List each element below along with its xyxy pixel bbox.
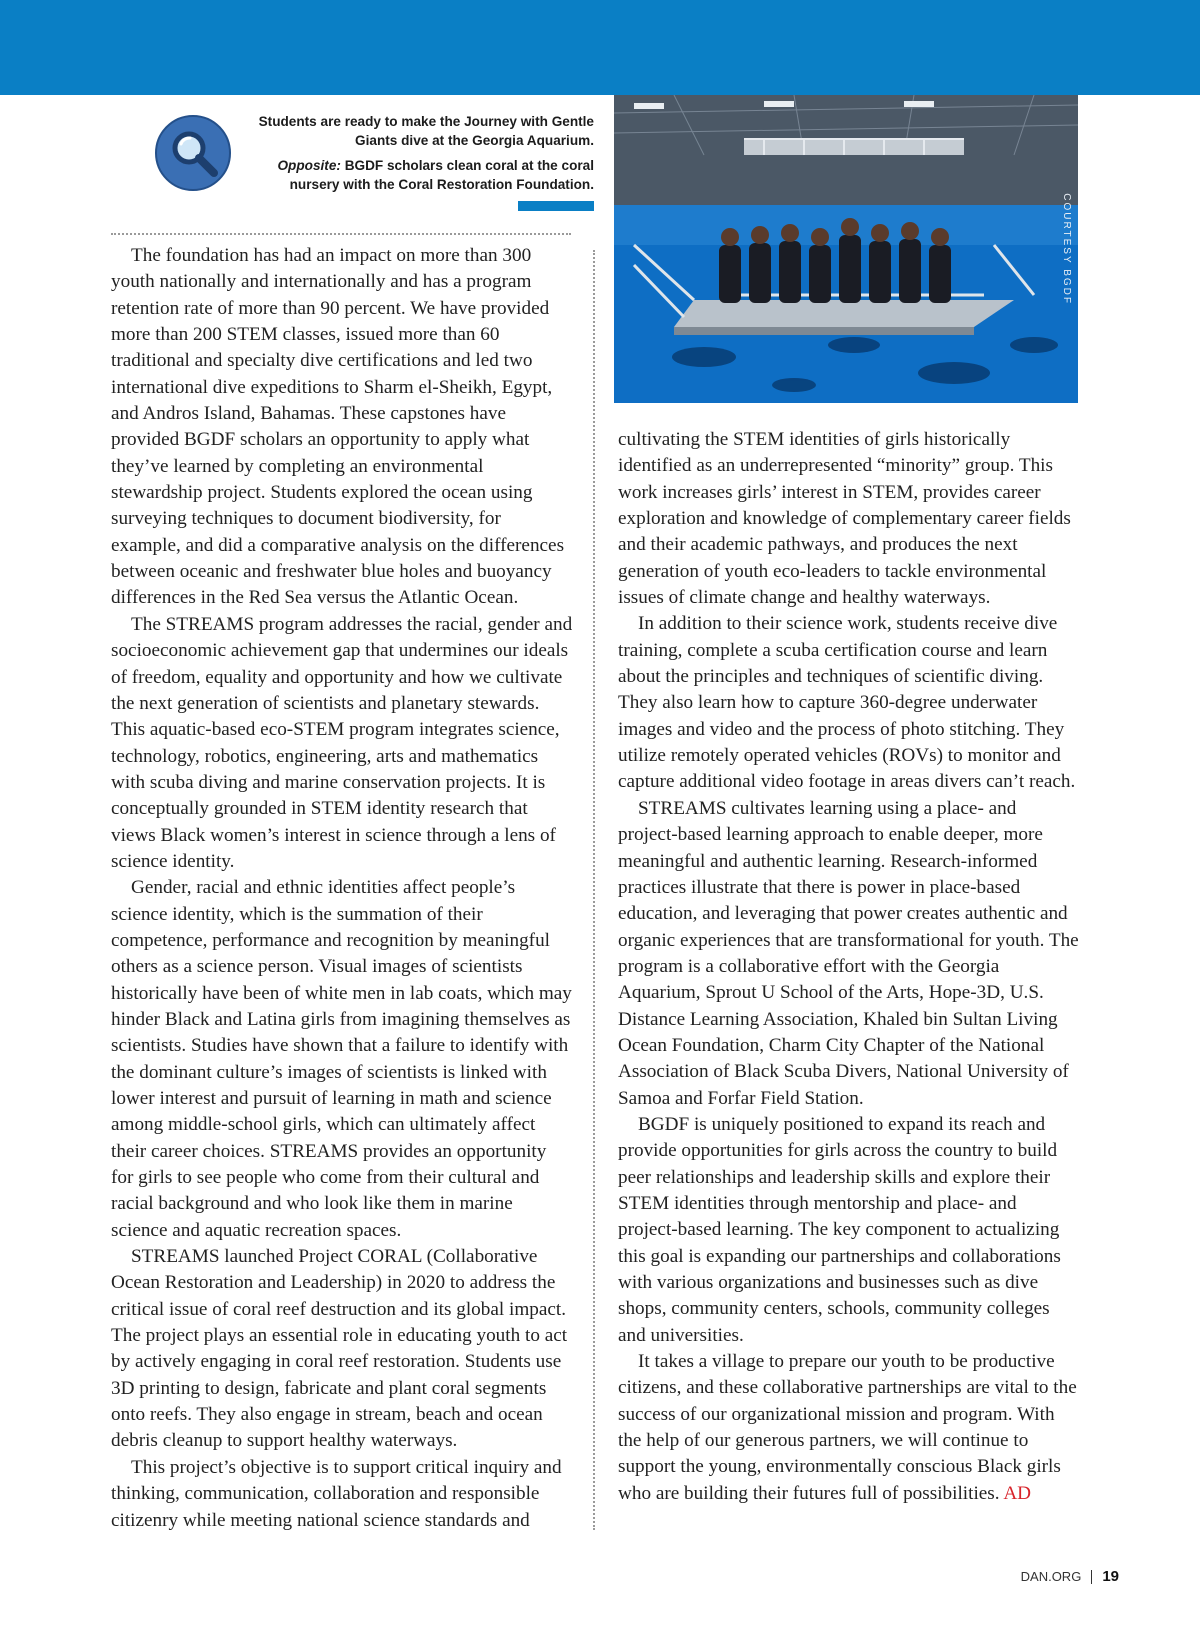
article-left-column	[111, 243, 573, 1534]
right-paragraph-2: In addition to their science work, students receive dive training, complete a scuba certification course and learn about the principles and techniques of scientific diving. They also learn how to capture 360-degree underwater images and video and the process of photo stitching. They utilize remotely operated vehicles (ROVs) to monitor and capture additional video footage in areas divers can’t reach.	[618, 613, 1076, 793]
article-right-column	[618, 427, 1080, 1507]
left-paragraph-2: The STREAMS program addresses the racial, gender and socioeconomic achievement gap that undermines our ideals of freedom, equality and opportunity and how we cultivate the next generation of scientists and planetary stewards. This aquatic-based eco-STEM program integrates science, technology, robotics, engineering, arts and mathematics with scuba diving and marine conservation projects. It is conceptually grounded in STEM identity research that views Black women’s interest in science through a lens of science identity.	[111, 613, 573, 872]
aquarium-group-photo	[614, 95, 1078, 403]
footer-separator	[1091, 1570, 1092, 1584]
page-footer	[1021, 1568, 1119, 1585]
photo-caption	[258, 112, 594, 200]
right-paragraph-1: cultivating the STEM identities of girls historically identified as an underrepresented “minority” group. This work increases girls’ interest in STEM, provides career exploration and knowledge of complementary career fields and their academic pathways, and produces the next generation of youth eco-leaders to tackle environmental issues of climate change and healthy waterways.	[618, 429, 1071, 609]
right-paragraph-5	[618, 1349, 1080, 1507]
left-paragraph-3: Gender, racial and ethnic identities affect people’s science identity, which is the summation of their competence, performance and recognition by meaningful others as a science person. Visual images of scientists historically have been of white men in lab coats, which may hinder Black and Latina girls from imagining themselves as scientists. Studies have shown that a failure to identify with the dominant culture’s images of scientists is linked with lower interest and pursuit of learning in math and science among middle-school girls, which can ultimately affect their career choices. STREAMS provides an opportunity for girls to see people who come from their cultural and racial background and who look like them in marine science and aquatic recreation spaces.	[111, 877, 572, 1241]
left-paragraph-4: STREAMS launched Project CORAL (Collaborative Ocean Restoration and Leadership) in 2020 to address the critical issue of coral reef destruction and its global impact. The project plays an essential role in educating youth to act by actively engaging in coral reef restoration. Students use 3D printing to design, fabricate and plant coral segments onto reefs. They also engage in stream, beach and ocean debris cleanup to support healthy waterways.	[111, 1246, 568, 1452]
caption-accent-bar	[518, 201, 594, 211]
page-number: 19	[1102, 1568, 1119, 1585]
photo-illustration	[614, 95, 1078, 403]
footer-site-link[interactable]: DAN.ORG	[1020, 1569, 1082, 1584]
right-paragraph-4: BGDF is uniquely positioned to expand its reach and provide opportunities for girls across the country to build peer relationships and leadership skills and explore their STEM identities through mentorship and place- and project-based learning. The key component to actualizing this goal is expanding our partnerships and collaborations with various organizations and businesses such as dive shops, community centers, schools, community colleges and universities.	[618, 1113, 1061, 1346]
right-paragraph-5-text: It takes a village to prepare our youth to be productive citizens, and these collaborative partnerships are vital to the success of our organizational mission and program. With the help of our generous partners, we will continue to support the young, environmentally conscious Black girls who are building their futures full of possibilities.	[618, 1351, 1077, 1504]
left-paragraph-5: This project’s objective is to support critical inquiry and thinking, communication, collaboration and responsible citizenry while meeting national science standards and	[111, 1456, 562, 1531]
right-paragraph-3: STREAMS cultivates learning using a place- and project-based learning approach to enable deeper, more meaningful and authentic learning. Research-informed practices illustrate that there is power in place-based education, and leveraging that power creates authentic and organic experiences that are transformational for youth. The program is a collaborative effort with the Georgia Aquarium, Sprout U School of the Arts, Hope-3D, U.S. Distance Learning Association, Khaled bin Sultan Living Ocean Foundation, Charm City Chapter of the National Association of Black Scuba Divers, National University of Samoa and Forfar Field Station.	[618, 797, 1079, 1109]
caption-line-2	[258, 156, 594, 194]
caption-line-1: Students are ready to make the Journey with Gentle Giants dive at the Georgia Aquarium.	[258, 114, 594, 148]
left-paragraph-1: The foundation has had an impact on more than 300 youth nationally and internationally and has a program retention rate of more than 90 percent. We have provided more than 200 STEM classes, issued more than 60 traditional and specialty dive certifications and led two international dive expeditions to Sharm el-Sheikh, Egypt, and Andros Island, Bahamas. These capstones have provided BGDF scholars an opportunity to apply what they’ve learned by completing an environmental stewardship project. Students explored the ocean using surveying techniques to document biodiversity, for example, and did a comparative analysis on the differences between oceanic and freshwater blue holes and buoyancy differences in the Red Sea versus the Atlantic Ocean.	[111, 245, 565, 609]
top-color-bar	[0, 0, 1200, 95]
magnifier-icon	[154, 114, 232, 192]
photo-credit: COURTESY BGDF	[1061, 193, 1072, 305]
column-divider	[593, 250, 595, 1530]
caption-opposite-lead: Opposite:	[277, 158, 341, 173]
caption-line-2-text: BGDF scholars clean coral at the coral nursery with the Coral Restoration Foundation.	[289, 158, 594, 192]
caption-divider	[111, 233, 571, 235]
article-end-mark: AD	[1003, 1482, 1032, 1504]
